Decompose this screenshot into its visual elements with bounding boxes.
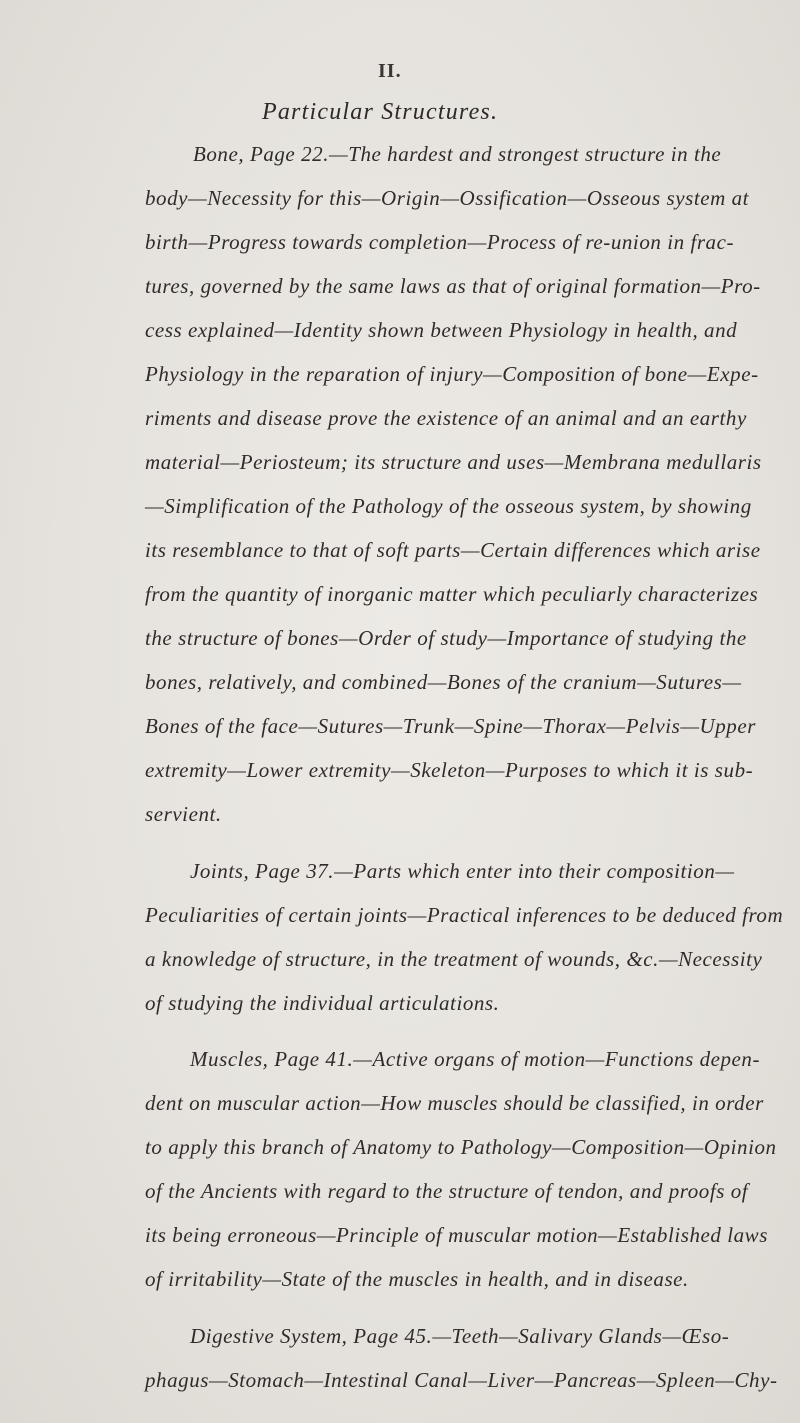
text-line: birth—Progress towards completion—Process of re-union in frac- xyxy=(145,230,735,254)
page-number: II. xyxy=(378,60,402,82)
text-line: extremity—Lower extremity—Skeleton—Purposes to which it is sub- xyxy=(145,758,754,782)
text-line: Joints, Page 37.—Parts which enter into their composition— xyxy=(190,859,735,883)
text-line: a knowledge of structure, in the treatment of wounds, &c.—Necessity xyxy=(145,947,763,971)
text-line: Physiology in the reparation of injury—Composition of bone—Expe- xyxy=(145,362,759,386)
text-line: Bone, Page 22.—The hardest and strongest structure in the xyxy=(193,142,722,166)
text-line: servient. xyxy=(145,802,222,826)
text-line: material—Periosteum; its structure and uses—Membrana medullaris xyxy=(145,450,762,474)
text-line: Bones of the face—Sutures—Trunk—Spine—Thorax—Pelvis—Upper xyxy=(145,714,756,738)
text-line: cess explained—Identity shown between Physiology in health, and xyxy=(145,318,738,342)
text-line: phagus—Stomach—Intestinal Canal—Liver—Pancreas—Spleen—Chy- xyxy=(145,1368,778,1392)
text-line: the structure of bones—Order of study—Importance of studying the xyxy=(145,626,747,650)
text-line: to apply this branch of Anatomy to Pathology—Composition—Opinion xyxy=(145,1135,777,1159)
text-line: Muscles, Page 41.—Active organs of motion—Functions depen- xyxy=(190,1047,761,1071)
text-line: its being erroneous—Principle of muscular motion—Established laws xyxy=(145,1223,768,1247)
text-line: its resemblance to that of soft parts—Certain differences which arise xyxy=(145,538,761,562)
text-line: of the Ancients with regard to the structure of tendon, and proofs of xyxy=(145,1179,749,1203)
text-line: riments and disease prove the existence of an animal and an earthy xyxy=(145,406,747,430)
text-line: of irritability—State of the muscles in health, and in disease. xyxy=(145,1267,689,1291)
text-line: bones, relatively, and combined—Bones of the cranium—Sutures— xyxy=(145,670,742,694)
text-line: Peculiarities of certain joints—Practical inferences to be deduced from xyxy=(145,903,784,927)
text-line: from the quantity of inorganic matter which peculiarly characterizes xyxy=(145,582,759,606)
text-line: dent on muscular action—How muscles should be classified, in order xyxy=(145,1091,764,1115)
section-heading: Particular Structures. xyxy=(262,99,499,125)
text-line: body—Necessity for this—Origin—Ossification—Osseous system at xyxy=(145,186,750,210)
text-line: tures, governed by the same laws as that of original formation—Pro- xyxy=(145,274,761,298)
text-line: —Simplification of the Pathology of the osseous system, by showing xyxy=(145,494,752,518)
text-line: Digestive System, Page 45.—Teeth—Salivary Glands—Œso- xyxy=(190,1324,730,1348)
text-line: of studying the individual articulations. xyxy=(145,991,500,1015)
